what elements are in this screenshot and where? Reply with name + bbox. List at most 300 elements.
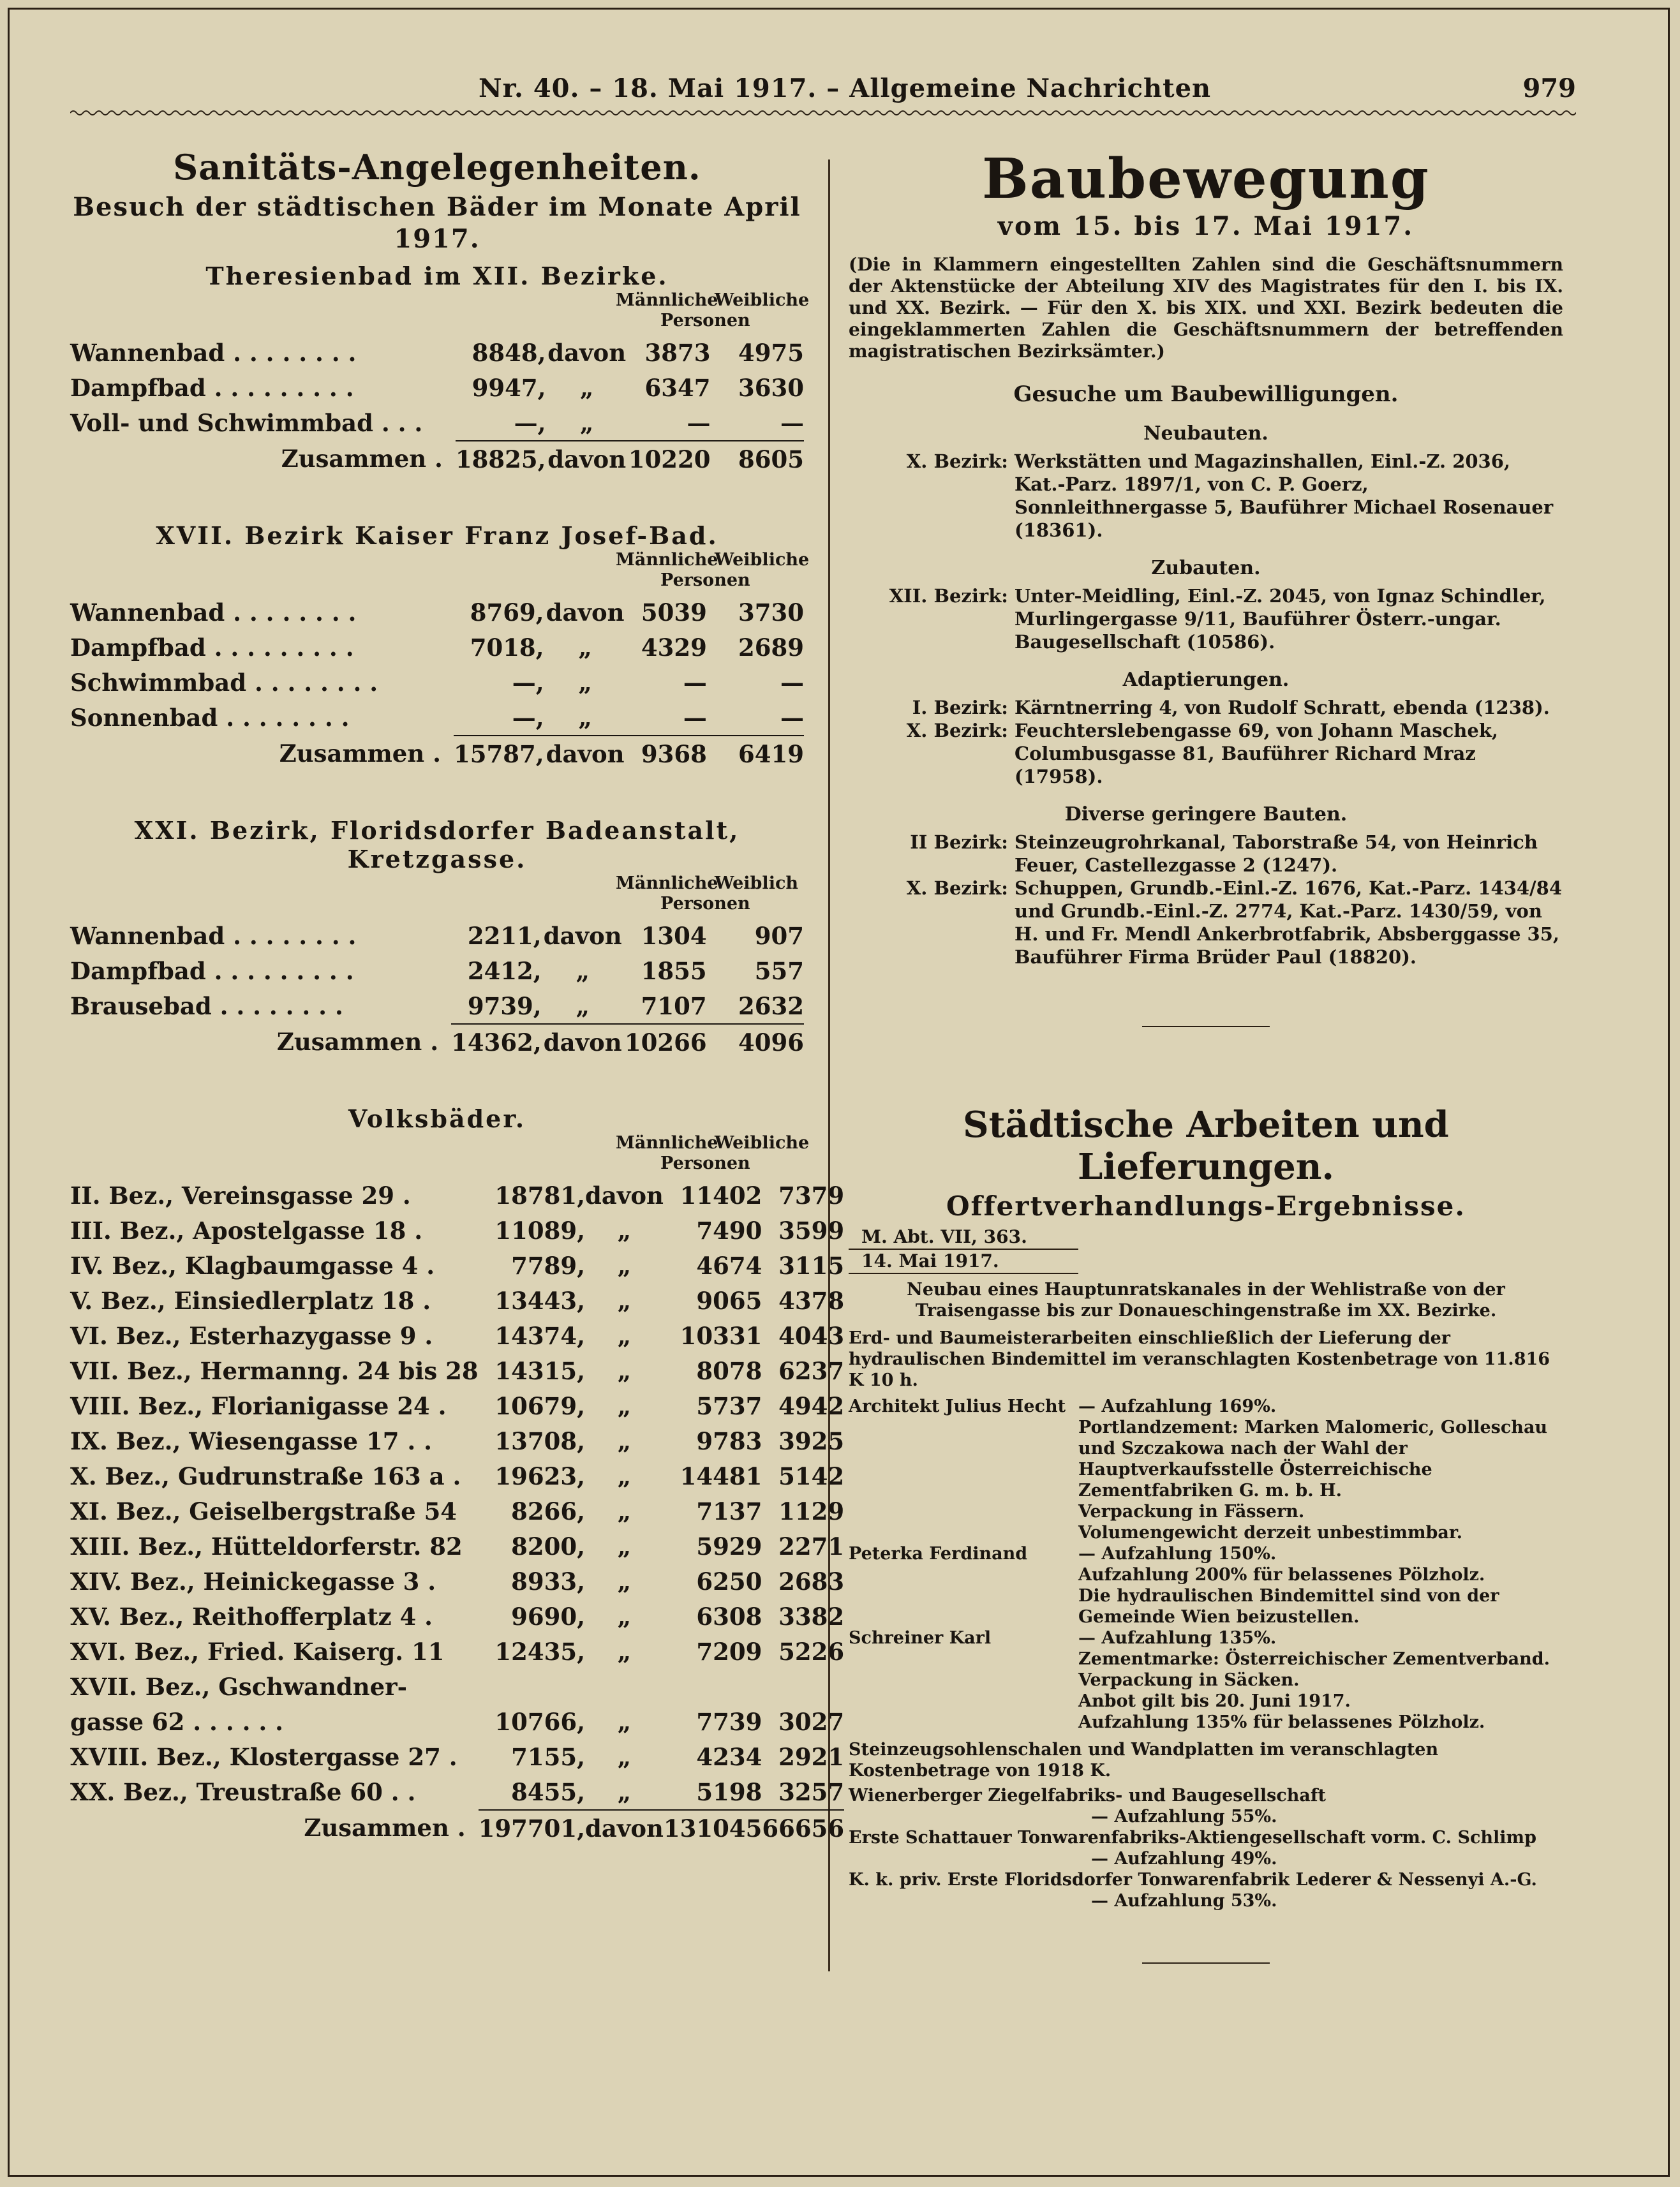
total-count: 15787, <box>454 736 544 771</box>
baubewegung-title: Baubewegung <box>982 147 1430 211</box>
row-label: Dampfbad . . . . . . . . . <box>70 956 354 985</box>
male-count: 1304 <box>641 921 707 950</box>
col-female: Weiblich <box>715 873 799 893</box>
district: II Bezirk: <box>910 831 1008 853</box>
total-count: —, <box>512 703 544 732</box>
female-count: 2921 <box>778 1742 845 1771</box>
male-count: 131045 <box>664 1810 762 1846</box>
page-header <box>70 73 1576 112</box>
davon: „ <box>576 991 590 1020</box>
bath-title: XVII. Bezirk Kaiser Franz Josef-Bad. <box>156 521 718 550</box>
bath-table <box>70 918 804 1060</box>
bid-line <box>849 1522 1563 1543</box>
davon <box>585 1669 664 1704</box>
davon: „ <box>617 1497 632 1525</box>
table-row <box>70 1458 844 1494</box>
row-label: XIV. Bez., Heinickegasse 3 . <box>70 1567 436 1596</box>
female-count: 907 <box>754 921 804 950</box>
permit-entry <box>849 719 1563 788</box>
male-count: 7137 <box>696 1497 762 1525</box>
bid-line <box>849 1670 1563 1691</box>
davon: „ <box>617 1532 632 1561</box>
col-female: Weibliche <box>715 1133 810 1153</box>
table-row <box>70 1529 844 1564</box>
total-count: 7155, <box>511 1742 585 1771</box>
male-count: 1855 <box>641 956 707 985</box>
bid-text: Volumengewicht derzeit unbestimmbar. <box>1078 1523 1463 1543</box>
female-count: 3027 <box>778 1707 845 1736</box>
district: I. Bezirk: <box>912 697 1008 718</box>
bath-title: Theresienbad im XII. Bezirke. <box>205 262 669 290</box>
female-count: 3730 <box>738 598 804 626</box>
table-row <box>70 1739 844 1774</box>
works-title: Städtische Arbeiten und Lieferungen. <box>963 1104 1449 1188</box>
davon: davon <box>542 1024 624 1060</box>
female-count: 3115 <box>778 1251 845 1280</box>
bid2-firm: Wienerberger Ziegelfabriks- und Baugesellschaft <box>849 1786 1327 1805</box>
male-count: 5198 <box>696 1777 762 1806</box>
female-count: 557 <box>754 956 804 985</box>
table-row <box>70 1704 844 1739</box>
female-count: 2683 <box>778 1567 845 1596</box>
row-label: III. Bez., Apostelgasse 18 . <box>70 1216 423 1245</box>
permit-groups <box>836 422 1576 968</box>
total-count: 8848, <box>472 338 546 367</box>
bid2-firm: K. k. priv. Erste Floridsdorfer Tonwarenfabrik Lederer & Nessenyi A.-G. <box>849 1870 1537 1890</box>
col-male: Männliche <box>616 550 718 570</box>
table-row <box>70 1213 844 1248</box>
row-label: Sonnenbad . . . . . . . . <box>70 704 350 732</box>
male-count: 11402 <box>680 1181 762 1210</box>
col-male: Männliche <box>616 1133 718 1153</box>
total-count: 9690, <box>511 1602 585 1631</box>
ref-rule-2 <box>849 1273 1078 1274</box>
bid-firm: Architekt Julius Hecht <box>849 1397 1066 1416</box>
column-header <box>70 290 810 335</box>
permit-group-heading: Zubauten. <box>1151 557 1261 579</box>
total-count: 197701, <box>479 1810 585 1846</box>
bid-firm <box>849 1691 1078 1712</box>
total-row <box>70 1810 844 1846</box>
davon: „ <box>617 1286 632 1315</box>
permit-text: Schuppen, Grundb.-Einl.-Z. 1676, Kat.-Parz. 1434/84 und Grundb.-Einl.-Z. 2774, Kat.-Parz. 1430/59, von H. und Fr. Mendl Ankerbrotfabrik, Absberggasse 35, Bauführer Firma Brüder Paul (18820). <box>1015 877 1563 968</box>
row-label: V. Bez., Einsiedlerplatz 18 . <box>70 1286 431 1315</box>
table-row <box>70 1774 844 1810</box>
row-label: IV. Bez., Klagbaumgasse 4 . <box>70 1251 435 1280</box>
works-subtitle: Offertverhandlungs-Ergebnisse. <box>946 1190 1466 1222</box>
female-count: 7379 <box>778 1181 845 1210</box>
permit-group-heading: Neubauten. <box>1143 422 1268 445</box>
bid-line <box>849 1543 1563 1564</box>
male-count: 10331 <box>680 1321 762 1350</box>
male-count: 10220 <box>628 441 711 477</box>
davon: „ <box>617 1462 632 1490</box>
bid-text: — Aufzahlung 150%. <box>1078 1544 1277 1564</box>
permit-entry <box>849 696 1563 719</box>
permit-group-heading: Diverse geringere Bauten. <box>1064 803 1348 826</box>
row-label: Schwimmbad . . . . . . . . <box>70 668 378 697</box>
bid-text: — Aufzahlung 135%. <box>1078 1628 1277 1648</box>
right-column <box>836 147 1576 1964</box>
male-count: 8078 <box>696 1356 762 1385</box>
row-label: VIII. Bez., Florianigasse 24 . <box>70 1391 447 1420</box>
table-row <box>70 1494 844 1529</box>
davon: „ <box>617 1567 632 1596</box>
male-count: 4329 <box>641 633 707 662</box>
total-count: 8455, <box>511 1777 585 1806</box>
row-label: gasse 62 . . . . . . <box>70 1707 283 1736</box>
total-count: 19623, <box>494 1462 585 1490</box>
bath-title: XXI. Bezirk, Floridsdorfer Badeanstalt, Kretzgasse. <box>134 816 740 873</box>
permit-entry <box>849 877 1563 968</box>
bid-line <box>849 1627 1563 1649</box>
davon: „ <box>617 1707 632 1736</box>
male-count: 6347 <box>644 373 711 402</box>
bid-firm: Peterka Ferdinand <box>849 1544 1028 1564</box>
male-count: 10266 <box>624 1024 707 1060</box>
district: X. Bezirk: <box>906 450 1008 472</box>
female-count: 4975 <box>738 338 804 367</box>
male-count: 4234 <box>696 1742 762 1771</box>
bid2-amount: — Aufzahlung 55%. <box>1091 1807 1277 1827</box>
permit-text: Steinzeugrohrkanal, Taborstraße 54, von Heinrich Feuer, Castellezgasse 2 (1247). <box>1015 831 1538 876</box>
davon: „ <box>578 668 592 697</box>
row-label: XVIII. Bez., Klostergasse 27 . <box>70 1742 457 1771</box>
col-female: Weibliche <box>715 290 810 310</box>
permits-heading: Gesuche um Baubewilligungen. <box>1013 382 1399 407</box>
female-count: 6237 <box>778 1356 845 1385</box>
female-count: 4378 <box>778 1286 845 1315</box>
table-row <box>70 1423 844 1458</box>
bid-firm <box>849 1522 1078 1543</box>
davon: davon <box>546 441 628 477</box>
row-label: VII. Bez., Hermanng. 24 bis 28 <box>70 1356 479 1385</box>
male-count: 9783 <box>696 1427 762 1455</box>
row-label: Brausebad . . . . . . . . <box>70 992 343 1020</box>
female-count: 8605 <box>711 441 804 477</box>
davon: „ <box>617 1216 632 1245</box>
baubewegung-date: vom 15. bis 17. Mai 1917. <box>997 211 1415 241</box>
table-row <box>70 1283 844 1318</box>
male-count: 7490 <box>696 1216 762 1245</box>
bid-line <box>849 1501 1563 1522</box>
male-count: — <box>683 668 707 697</box>
total-count: 8933, <box>511 1567 585 1596</box>
permit-text: Unter-Meidling, Einl.-Z. 2045, von Ignaz Schindler, Murlingergasse 9/11, Bauführer Österr.-ungar. Baugesellschaft (10586). <box>1015 585 1546 653</box>
permit-group-heading: Adaptierungen. <box>1122 669 1290 691</box>
davon: „ <box>617 1427 632 1455</box>
table-row <box>70 665 804 700</box>
row-label: Zusammen . <box>279 739 441 767</box>
row-label: VI. Bez., Esterhazygasse 9 . <box>70 1321 433 1350</box>
divider-end <box>1142 1962 1270 1964</box>
bid-firm <box>849 1564 1078 1585</box>
total-count: 14315, <box>494 1356 585 1385</box>
bid-text: Verpackung in Säcken. <box>1078 1670 1300 1690</box>
page-number: 979 <box>1522 73 1576 103</box>
bid-line <box>849 1564 1563 1585</box>
female-count: 2689 <box>738 633 804 662</box>
bid-line <box>849 1585 1563 1627</box>
davon: „ <box>617 1602 632 1631</box>
female-count: 4043 <box>778 1321 845 1350</box>
total-count: 14374, <box>494 1321 585 1350</box>
baubewegung-note: (Die in Klammern eingestellten Zahlen sind die Geschäftsnummern der Aktenstücke der Abteilung XIV des Magistrates für den I. bis IX. und XX. Bezirk. — Für den X. bis XIX. und XXI. Bezirk bedeuten die eingeklammerten Zahlen die Geschäftsnummern der betreffenden magistratischen Bezirksämter.) <box>849 254 1563 362</box>
row-label: Dampfbad . . . . . . . . . <box>70 373 354 402</box>
bids-list-2 <box>849 1785 1563 1911</box>
male-count: 5737 <box>696 1391 762 1420</box>
total-count: 11089, <box>494 1216 585 1245</box>
bid-text: — Aufzahlung 169%. <box>1078 1397 1277 1416</box>
row-label: Wannenbad . . . . . . . . <box>70 338 357 367</box>
table-row <box>70 1564 844 1599</box>
total-row <box>70 736 804 771</box>
work-1: Erd- und Baumeisterarbeiten einschließlich der Lieferung der hydraulischen Bindemittel im veranschlagten Kostenbetrage von 11.816 K 10 h. <box>849 1328 1550 1390</box>
col-persons: Personen <box>660 894 750 914</box>
davon: davon <box>543 921 622 950</box>
female-count: 1129 <box>778 1497 845 1525</box>
female-count: 3599 <box>778 1216 845 1245</box>
davon: „ <box>617 1637 632 1666</box>
male-count <box>664 1669 762 1704</box>
bid-text: Zementmarke: Österreichischer Zementverband. <box>1078 1649 1550 1669</box>
female-count: — <box>780 408 804 437</box>
bid-firm <box>849 1585 1078 1627</box>
section-title: Sanitäts-Angelegenheiten. <box>173 147 701 188</box>
row-label: IX. Bez., Wiesengasse 17 . . <box>70 1427 432 1455</box>
davon: „ <box>580 373 594 402</box>
table-row <box>70 1318 844 1353</box>
davon: davon <box>544 736 627 771</box>
total-count: 7018, <box>470 633 544 662</box>
total-count: 2211, <box>467 921 542 950</box>
permit-text: Kärntnerring 4, von Rudolf Schratt, ebenda (1238). <box>1015 697 1550 718</box>
bids-list <box>849 1396 1563 1733</box>
col-female: Weibliche <box>715 550 810 570</box>
table-row <box>70 700 804 736</box>
table-row <box>70 595 804 630</box>
female-count: 2632 <box>738 991 804 1020</box>
table-row <box>70 918 804 953</box>
davon: „ <box>578 703 592 732</box>
bid-text: Aufzahlung 200% für belassenes Pölzholz. <box>1078 1565 1485 1585</box>
column-header <box>70 873 804 918</box>
female-count: 3925 <box>778 1427 845 1455</box>
table-row <box>70 1248 844 1283</box>
female-count: 5142 <box>778 1462 845 1490</box>
row-label: XVII. Bez., Gschwandner- <box>70 1672 408 1701</box>
bid-line <box>849 1396 1563 1417</box>
row-label: XI. Bez., Geiselbergstraße 54 <box>70 1497 457 1525</box>
female-count: 66656 <box>762 1810 844 1846</box>
col-persons: Personen <box>660 311 750 330</box>
bid-firm <box>849 1501 1078 1522</box>
male-count: — <box>683 703 707 732</box>
row-label: Voll- und Schwimmbad . . . <box>70 409 423 437</box>
male-count: 7209 <box>696 1637 762 1666</box>
bid-firm <box>849 1712 1078 1733</box>
total-count: —, <box>512 668 544 697</box>
project-title: Neubau eines Hauptunratskanales in der Wehlistraße von der Traisengasse bis zur Donaueschingenstraße im XX. Bezirke. <box>907 1280 1505 1321</box>
female-count: — <box>780 703 804 732</box>
table-row <box>70 1634 844 1669</box>
col-persons: Personen <box>660 570 750 590</box>
female-count: 3382 <box>778 1602 845 1631</box>
row-label: Zusammen . <box>281 445 443 473</box>
row-label: XVI. Bez., Fried. Kaiserg. 11 <box>70 1637 445 1666</box>
table-row <box>70 988 804 1024</box>
davon: „ <box>617 1321 632 1350</box>
total-count: 10679, <box>494 1391 585 1420</box>
davon: „ <box>617 1742 632 1771</box>
permit-entry <box>849 584 1563 653</box>
permit-entry <box>849 450 1563 542</box>
table-row <box>70 370 804 405</box>
davon: „ <box>617 1391 632 1420</box>
male-count: 9368 <box>627 736 707 771</box>
male-count: 6308 <box>696 1602 762 1631</box>
permit-text: Werkstätten und Magazinshallen, Einl.-Z. 2036, Kat.-Parz. 1897/1, von C. P. Goerz, Sonnleithnergasse 5, Bauführer Michael Rosenauer (18361). <box>1015 450 1554 541</box>
bath-table <box>70 595 804 771</box>
bid-text: Anbot gilt bis 20. Juni 1917. <box>1078 1691 1351 1711</box>
ref-number: M. Abt. VII, 363. <box>861 1226 1027 1247</box>
total-count: 13708, <box>494 1427 585 1455</box>
column-header <box>70 550 810 595</box>
bid2-firm: Erste Schattauer Tonwarenfabriks-Aktiengesellschaft vorm. C. Schlimp <box>849 1828 1537 1848</box>
table-row <box>70 953 804 988</box>
bid-firm <box>849 1670 1078 1691</box>
male-count: 3873 <box>644 338 711 367</box>
total-count: 9739, <box>467 991 542 1020</box>
female-count: 5226 <box>778 1637 845 1666</box>
davon: „ <box>617 1251 632 1280</box>
bid-line <box>849 1417 1563 1501</box>
table-row <box>70 1669 844 1704</box>
row-label: Dampfbad . . . . . . . . . <box>70 633 354 662</box>
total-count: 7789, <box>511 1251 585 1280</box>
header-wavy-rule <box>70 108 1576 117</box>
row-label: XX. Bez., Treustraße 60 . . <box>70 1778 416 1806</box>
row-label: Wannenbad . . . . . . . . <box>70 921 357 950</box>
total-row <box>70 441 804 477</box>
male-count: 4674 <box>696 1251 762 1280</box>
table-row <box>70 1353 844 1388</box>
bath-table <box>70 335 804 477</box>
permit-entry <box>849 831 1563 877</box>
male-count: 7739 <box>696 1707 762 1736</box>
bid-line <box>849 1712 1563 1733</box>
male-count: 14481 <box>680 1462 762 1490</box>
district: X. Bezirk: <box>906 720 1008 741</box>
total-count: 18781, <box>494 1181 585 1210</box>
row-label: Zusammen . <box>304 1814 466 1842</box>
total-count <box>479 1669 585 1704</box>
davon: davon <box>546 598 625 626</box>
male-count: 6250 <box>696 1567 762 1596</box>
bath-title: Volksbäder. <box>348 1104 526 1133</box>
female-count: 3630 <box>738 373 804 402</box>
davon: „ <box>576 956 590 985</box>
bid-firm <box>849 1417 1078 1501</box>
row-label: Wannenbad . . . . . . . . <box>70 598 357 626</box>
bid-firm <box>849 1649 1078 1670</box>
davon: davon <box>547 338 627 367</box>
district: XII. Bezirk: <box>889 585 1008 607</box>
table-row <box>70 1599 844 1634</box>
male-count: 9065 <box>696 1286 762 1315</box>
female-count: 4942 <box>778 1391 845 1420</box>
total-count: 2412, <box>467 956 542 985</box>
total-count: 8200, <box>511 1532 585 1561</box>
davon: „ <box>580 408 594 437</box>
total-count: 10766, <box>494 1707 585 1736</box>
total-count: —, <box>514 408 546 437</box>
male-count: 7107 <box>641 991 707 1020</box>
total-count: 9947, <box>472 373 546 402</box>
davon: „ <box>617 1356 632 1385</box>
table-row <box>70 335 804 370</box>
bid-text: Portlandzement: Marken Malomeric, Golleschau und Szczakowa nach der Wahl der Hauptverkaufsstelle Österreichische Zementfabriken G. m. b. H. <box>1078 1418 1548 1501</box>
district: X. Bezirk: <box>906 877 1008 899</box>
female-count: 4096 <box>707 1024 804 1060</box>
bid2-amount: — Aufzahlung 53%. <box>1091 1891 1277 1911</box>
table-row <box>70 405 804 441</box>
davon: „ <box>617 1777 632 1806</box>
total-count: 13443, <box>494 1286 585 1315</box>
bath-table <box>70 1178 844 1846</box>
bid-line <box>849 1691 1563 1712</box>
bid-text: Aufzahlung 135% für belassenes Pölzholz. <box>1078 1712 1485 1732</box>
col-persons: Personen <box>660 1153 750 1173</box>
row-label: XV. Bez., Reithofferplatz 4 . <box>70 1602 433 1631</box>
male-count: 5929 <box>696 1532 762 1561</box>
davon: davon <box>585 1810 664 1846</box>
bid2-amount: — Aufzahlung 49%. <box>1091 1849 1277 1869</box>
row-label: Zusammen . <box>276 1028 439 1056</box>
col-male: Männliche <box>616 873 718 893</box>
permit-text: Feuchterslebengasse 69, von Johann Maschek, Columbusgasse 81, Bauführer Richard Mraz (17958). <box>1015 720 1499 787</box>
bid-text: Verpackung in Fässern. <box>1078 1502 1305 1522</box>
row-label: X. Bez., Gudrunstraße 163 a . <box>70 1462 461 1490</box>
table-row <box>70 1178 844 1213</box>
left-column <box>70 147 845 1846</box>
bid-line <box>849 1649 1563 1670</box>
total-count: 18825, <box>456 441 546 477</box>
total-count: 8769, <box>470 598 544 626</box>
bath-tables <box>70 262 845 1846</box>
ref-date: 14. Mai 1917. <box>861 1250 999 1271</box>
column-header <box>70 1133 810 1178</box>
row-label: XIII. Bez., Hütteldorferstr. 82 <box>70 1532 463 1561</box>
female-count <box>762 1669 844 1704</box>
female-count: 3257 <box>778 1777 845 1806</box>
work-2: Steinzeugsohlenschalen und Wandplatten im veranschlagten Kostenbetrage von 1918 K. <box>849 1740 1439 1781</box>
total-row <box>70 1024 804 1060</box>
section-subtitle: Besuch der städtischen Bäder im Monate April 1917. <box>73 192 801 254</box>
table-row <box>70 630 804 665</box>
row-label: II. Bez., Vereinsgasse 29 . <box>70 1181 411 1210</box>
male-count: — <box>687 408 711 437</box>
female-count: 2271 <box>778 1532 845 1561</box>
col-male: Männliche <box>616 290 718 310</box>
table-row <box>70 1388 844 1423</box>
female-count: 6419 <box>707 736 804 771</box>
total-count: 14362, <box>451 1024 542 1060</box>
female-count: — <box>780 668 804 697</box>
male-count: 5039 <box>641 598 707 626</box>
davon: davon <box>584 1181 664 1210</box>
total-count: 8266, <box>511 1497 585 1525</box>
